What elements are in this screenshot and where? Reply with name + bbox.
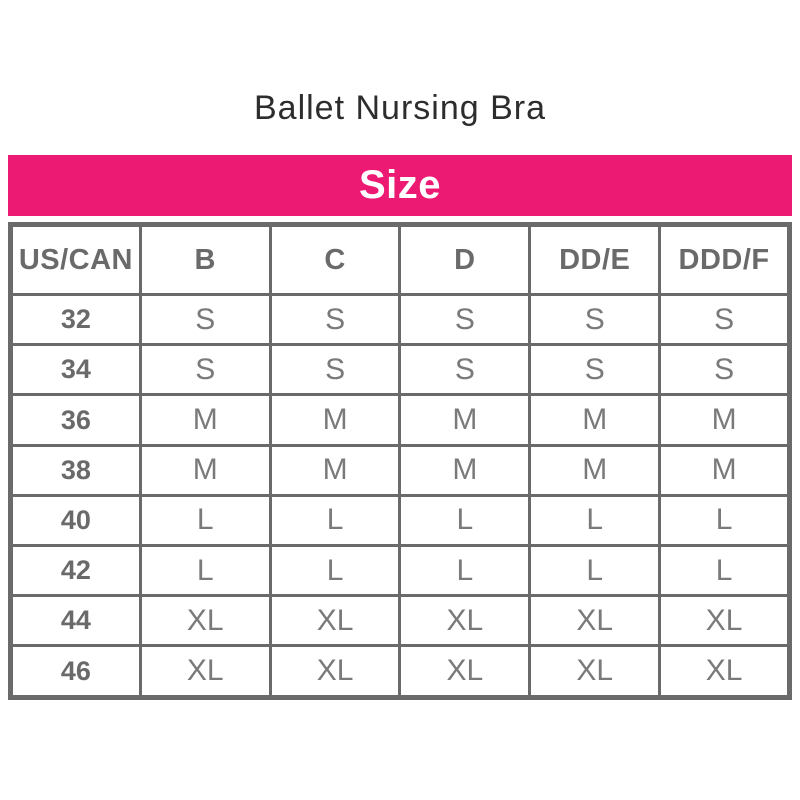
garment-size-cell: L [270, 495, 400, 545]
column-header-cup: DDD/F [660, 225, 790, 295]
garment-size-cell: L [140, 546, 270, 596]
garment-size-cell: M [660, 395, 790, 445]
garment-size-cell: XL [530, 596, 660, 646]
garment-size-cell: L [660, 495, 790, 545]
garment-size-cell: M [400, 445, 530, 495]
garment-size-cell: XL [530, 646, 660, 698]
garment-size-cell: L [530, 495, 660, 545]
garment-size-cell: L [400, 495, 530, 545]
garment-size-cell: M [270, 445, 400, 495]
garment-size-cell: M [530, 395, 660, 445]
band-size-cell: 46 [11, 646, 141, 698]
garment-size-cell: L [530, 546, 660, 596]
garment-size-cell: M [270, 395, 400, 445]
size-banner-label: Size [358, 163, 442, 207]
header-row [11, 225, 790, 295]
garment-size-cell: L [140, 495, 270, 545]
garment-size-cell: S [660, 295, 790, 345]
size-banner [8, 155, 792, 216]
garment-size-cell: XL [400, 646, 530, 698]
size-table-header [11, 225, 790, 295]
garment-size-cell: L [270, 546, 400, 596]
garment-size-cell: L [400, 546, 530, 596]
band-size-cell: 42 [11, 546, 141, 596]
column-header-band: US/CAN [11, 225, 141, 295]
band-size-cell: 32 [11, 295, 141, 345]
garment-size-cell: S [530, 345, 660, 395]
size-table [8, 222, 792, 700]
garment-size-cell: XL [400, 596, 530, 646]
garment-size-cell: M [140, 445, 270, 495]
table-row [11, 646, 790, 698]
band-size-cell: 40 [11, 495, 141, 545]
column-header-cup: C [270, 225, 400, 295]
product-title: Ballet Nursing Bra [253, 89, 546, 127]
table-row [11, 445, 790, 495]
garment-size-cell: M [530, 445, 660, 495]
garment-size-cell: L [660, 546, 790, 596]
garment-size-cell: XL [140, 646, 270, 698]
garment-size-cell: S [530, 295, 660, 345]
column-header-cup: D [400, 225, 530, 295]
garment-size-cell: S [660, 345, 790, 395]
garment-size-cell: XL [660, 646, 790, 698]
garment-size-cell: S [140, 345, 270, 395]
garment-size-cell: M [660, 445, 790, 495]
band-size-cell: 44 [11, 596, 141, 646]
garment-size-cell: S [400, 295, 530, 345]
garment-size-cell: XL [270, 596, 400, 646]
table-row [11, 395, 790, 445]
column-header-cup: B [140, 225, 270, 295]
table-row [11, 596, 790, 646]
band-size-cell: 34 [11, 345, 141, 395]
table-row [11, 295, 790, 345]
garment-size-cell: M [400, 395, 530, 445]
garment-size-cell: S [400, 345, 530, 395]
column-header-cup: DD/E [530, 225, 660, 295]
garment-size-cell: XL [660, 596, 790, 646]
size-table-body [11, 295, 790, 698]
garment-size-cell: S [270, 345, 400, 395]
garment-size-cell: XL [270, 646, 400, 698]
garment-size-cell: M [140, 395, 270, 445]
table-row [11, 345, 790, 395]
garment-size-cell: S [140, 295, 270, 345]
band-size-cell: 38 [11, 445, 141, 495]
garment-size-cell: S [270, 295, 400, 345]
table-row [11, 546, 790, 596]
garment-size-cell: XL [140, 596, 270, 646]
table-row [11, 495, 790, 545]
band-size-cell: 36 [11, 395, 141, 445]
